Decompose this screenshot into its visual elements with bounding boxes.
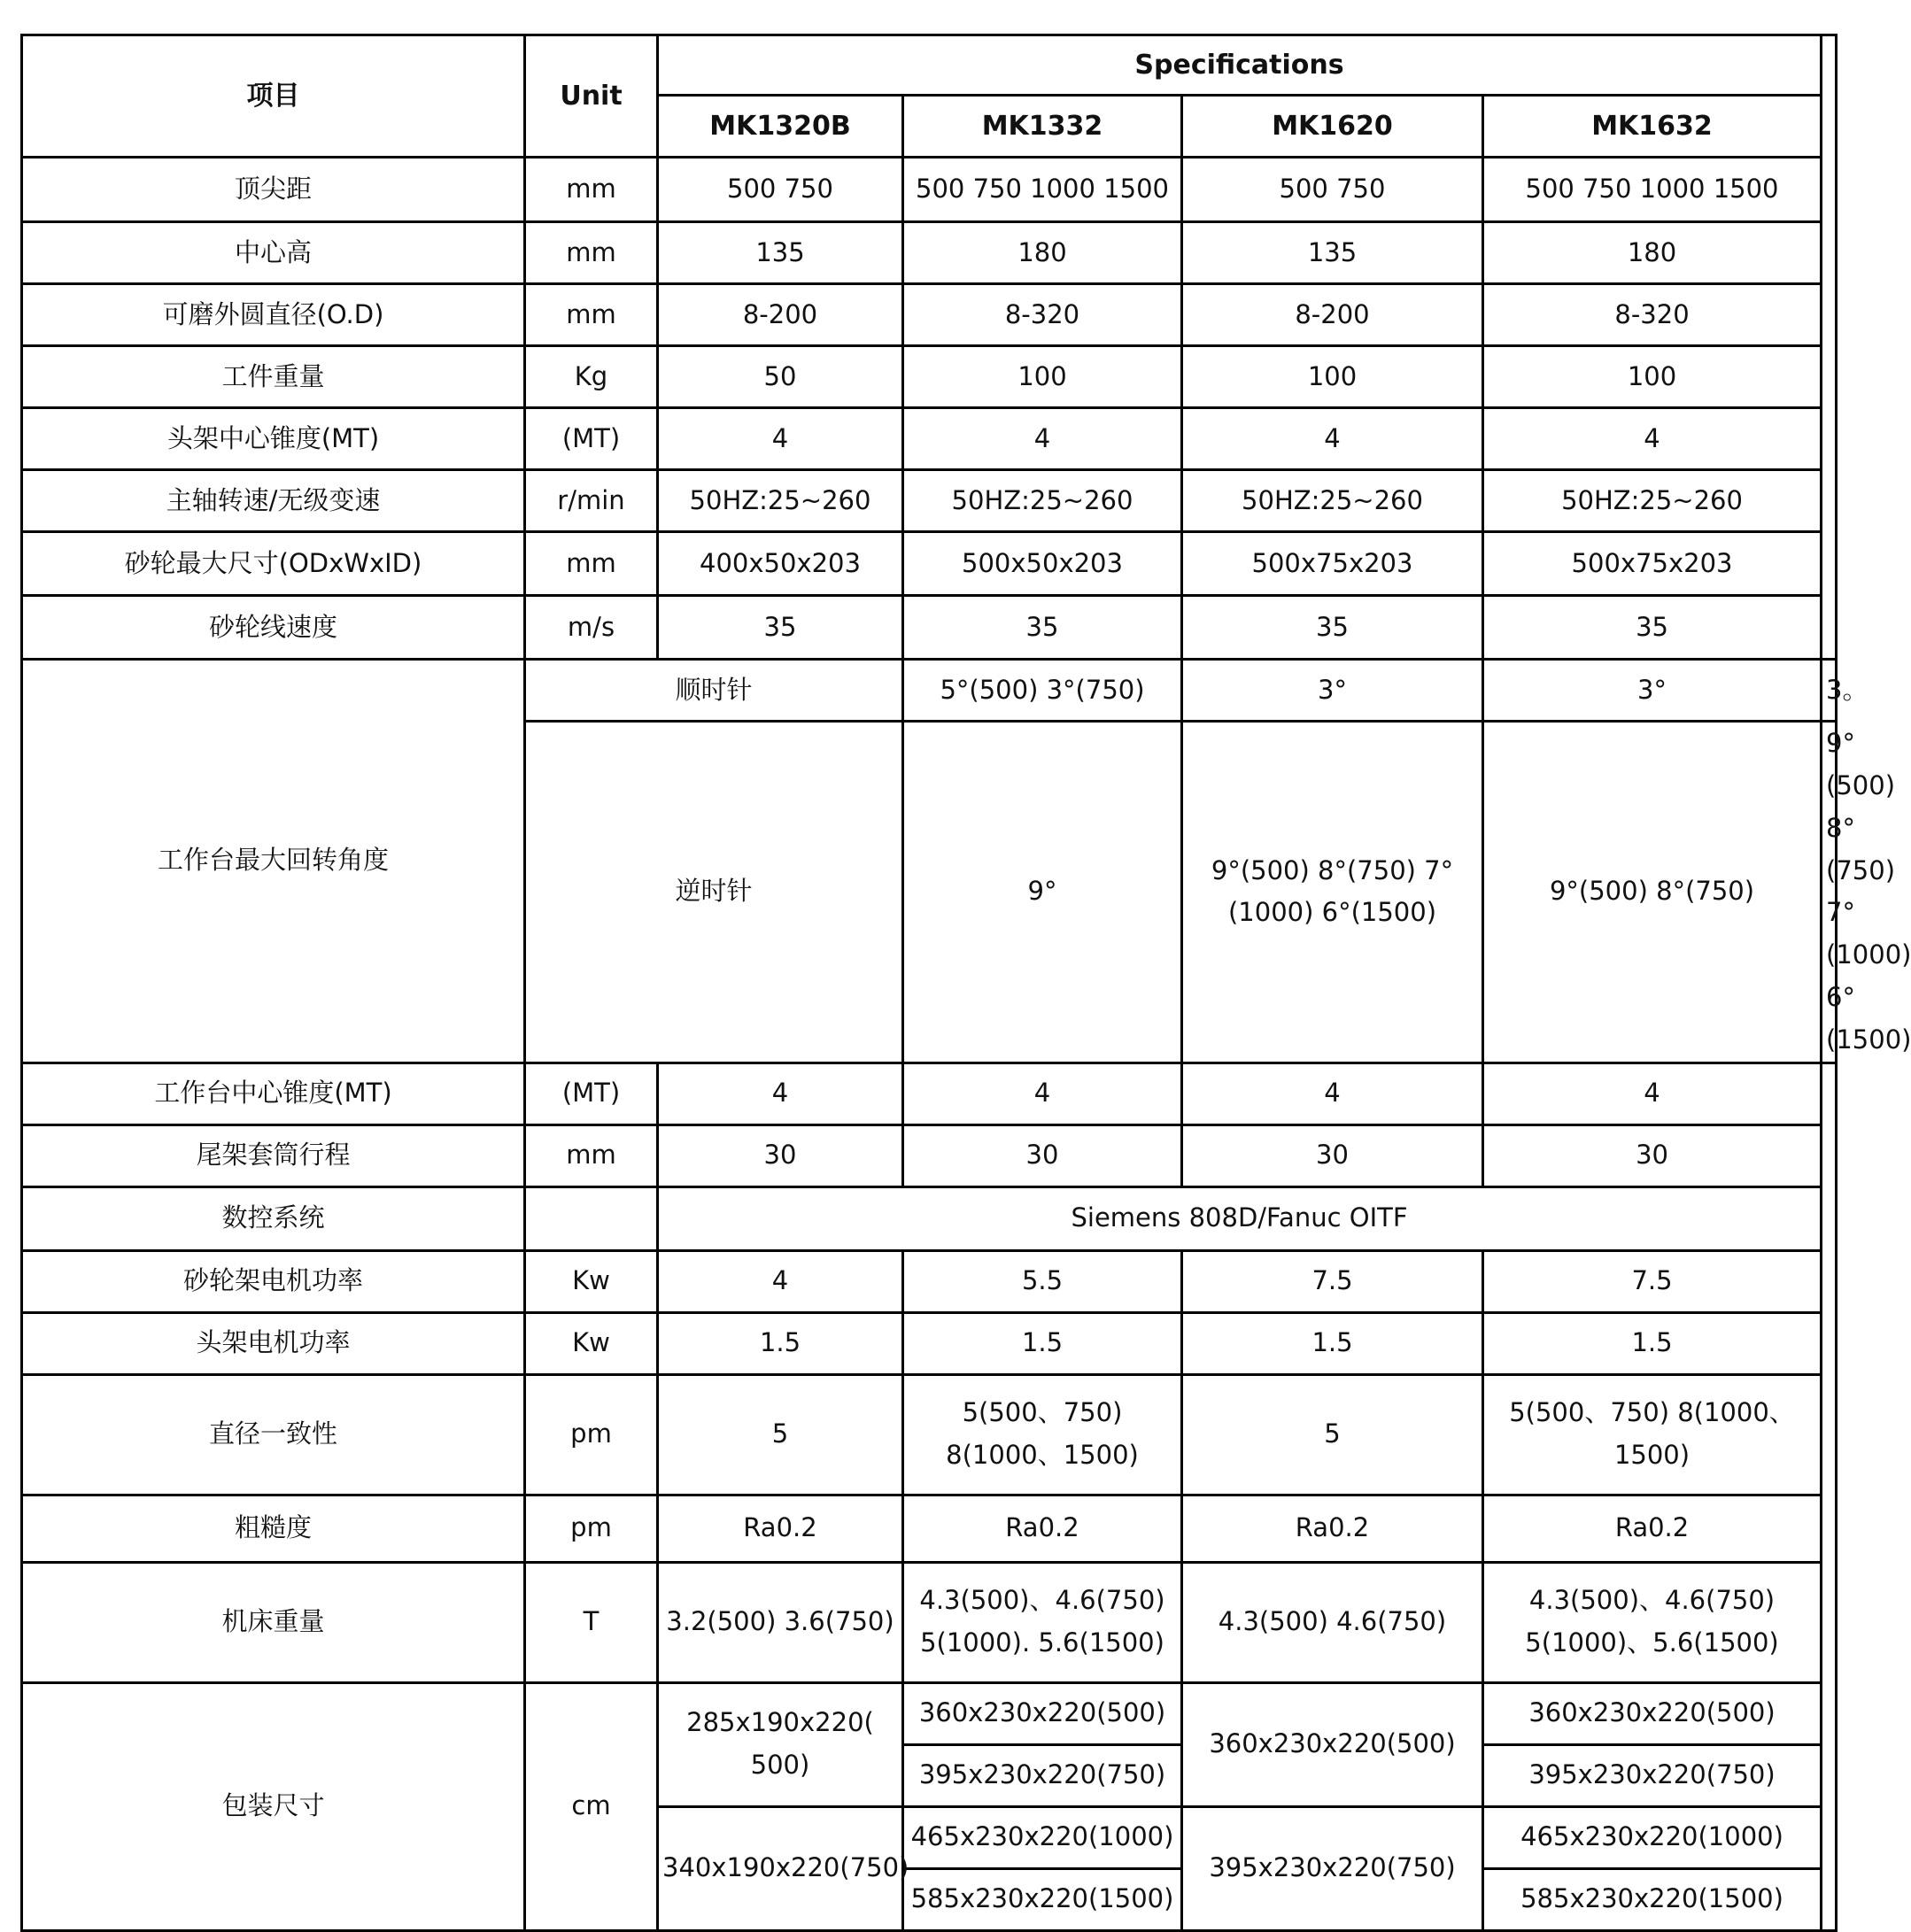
table-cell: 500 750 [658,158,903,222]
table-cell: 465x230x220(1000) [903,1806,1182,1868]
table-cell: 1.5 [658,1312,903,1374]
table-cell: 180 [903,222,1182,284]
row-unit: r/min [525,470,658,532]
sub-row-label: 逆时针 [525,722,903,1063]
table-cell: 585x230x220(1500) [903,1868,1182,1930]
item-header: 项目 [22,35,525,158]
row-label: 顶尖距 [22,158,525,222]
row-unit: Kg [525,346,658,408]
table-cell: 4 [658,1063,903,1124]
row-label: 直径一致性 [22,1374,525,1495]
row-unit: (MT) [525,1063,658,1124]
table-cell: 360x230x220(500) [1182,1682,1483,1806]
table-cell: 4 [1182,1063,1483,1124]
table-cell: 500 750 1000 1500 [1483,158,1822,222]
table-cell: 5 [658,1374,903,1495]
table-cell: 100 [903,346,1182,408]
table-cell: Ra0.2 [658,1495,903,1562]
sub-row-label: 顺时针 [525,660,903,722]
table-row [22,596,1837,660]
table-cell: 135 [1182,222,1483,284]
spec-table [20,34,1911,1932]
table-row [22,408,1837,470]
table-cell: 465x230x220(1000) [1483,1806,1822,1868]
table-row [22,470,1837,532]
table-row [22,346,1837,408]
table-cell: 7.5 [1483,1250,1822,1312]
table-cell: 8-320 [903,284,1182,346]
row-label: 中心高 [22,222,525,284]
table-cell: 9°(500) 8°(750) [1483,722,1822,1063]
table-row [22,1495,1837,1562]
table-cell: 500 750 1000 1500 [903,158,1182,222]
table-cell: 9°(500) 8°(750) 7°(1000) 6°(1500) [1182,722,1483,1063]
table-cell: 4.3(500)、4.6(750) 5(1000). 5.6(1500) [903,1562,1182,1682]
row-unit: Kw [525,1312,658,1374]
row-label: 粗糙度 [22,1495,525,1562]
table-cell: 4 [658,1250,903,1312]
table-cell: 50HZ:25~260 [1182,470,1483,532]
table-cell: 8-200 [1182,284,1483,346]
table-row [22,1374,1837,1495]
model-header: MK1320B [658,96,903,158]
table-cell: 395x230x220(750) [1182,1806,1483,1930]
row-unit: pm [525,1495,658,1562]
table-cell: 30 [1182,1124,1483,1186]
row-label: 工作台最大回转角度 [22,660,525,1063]
table-cell: 135 [658,222,903,284]
row-label: 数控系统 [22,1186,525,1250]
row-unit: mm [525,1124,658,1186]
header-row [22,35,1837,96]
table-row [22,1063,1837,1124]
table-cell: 4.3(500) 4.6(750) [1182,1562,1483,1682]
table-row [22,1186,1837,1250]
table-cell: 9° [903,722,1182,1063]
table-row [22,1562,1837,1682]
table-cell: 4 [903,408,1182,470]
table-cell: 30 [658,1124,903,1186]
row-label: 头架电机功率 [22,1312,525,1374]
table-cell: 8-200 [658,284,903,346]
table-cell: 30 [1483,1124,1822,1186]
table-cell: 35 [903,596,1182,660]
table-row [22,1124,1837,1186]
row-unit: mm [525,284,658,346]
table-cell: 5°(500) 3°(750) [903,660,1182,722]
table-cell: 180 [1483,222,1822,284]
table-cell: 30 [903,1124,1182,1186]
row-unit: m/s [525,596,658,660]
table-cell: 4 [1182,408,1483,470]
model-header: MK1620 [1182,96,1483,158]
model-header: MK1332 [903,96,1182,158]
table-row [22,1250,1837,1312]
row-unit: Kw [525,1250,658,1312]
table-row [22,222,1837,284]
table-cell: 50HZ:25~260 [903,470,1182,532]
table-row [22,660,1837,722]
table-row [22,284,1837,346]
table-cell: 500 750 [1182,158,1483,222]
table-cell: Ra0.2 [903,1495,1182,1562]
unit-header: Unit [525,35,658,158]
table-cell: 1.5 [1182,1312,1483,1374]
table-cell: 1.5 [1483,1312,1822,1374]
table-cell: 35 [1182,596,1483,660]
table-cell: 360x230x220(500) [1483,1682,1822,1744]
table-row [22,532,1837,596]
table-cell: 100 [1483,346,1822,408]
table-cell: 400x50x203 [658,532,903,596]
table-cell: 340x190x220(750) [658,1806,903,1930]
table-cell: 395x230x220(750) [1483,1744,1822,1806]
table-cell: 5(500、750) 8(1000、1500) [1483,1374,1822,1495]
table-cell: Ra0.2 [1182,1495,1483,1562]
table-cell: 3。 [1822,660,1837,722]
table-cell: 4 [1483,408,1822,470]
table-cell: 100 [1182,346,1483,408]
row-unit: mm [525,222,658,284]
row-unit: mm [525,532,658,596]
table-row [22,1312,1837,1374]
table-cell: 500x75x203 [1182,532,1483,596]
table-cell: 9°(500) 8°(750) 7°(1000) 6°(1500) [1822,722,1837,1063]
row-unit: T [525,1562,658,1682]
table-row [22,1682,1837,1744]
table-cell: 7.5 [1182,1250,1483,1312]
row-label: 主轴转速/无级变速 [22,470,525,532]
row-label: 砂轮架电机功率 [22,1250,525,1312]
row-unit [525,1186,658,1250]
table-cell: 5 [1182,1374,1483,1495]
specifications-header: Specifications [658,35,1822,96]
table-cell: 395x230x220(750) [903,1744,1182,1806]
table-cell: 4 [658,408,903,470]
table-cell: 500x75x203 [1483,532,1822,596]
table-cell: 285x190x220( 500) [658,1682,903,1806]
table-cell: 50 [658,346,903,408]
table-cell: 4.3(500)、4.6(750) 5(1000)、5.6(1500) [1483,1562,1822,1682]
table-cell: 4 [903,1063,1182,1124]
table-cell: 35 [1483,596,1822,660]
table-cell: 5(500、750) 8(1000、1500) [903,1374,1182,1495]
table-cell: 8-320 [1483,284,1822,346]
model-header: MK1632 [1483,96,1822,158]
table-cell: 35 [658,596,903,660]
table-cell: Siemens 808D/Fanuc OITF [658,1186,1822,1250]
row-label: 工件重量 [22,346,525,408]
table-cell: 500x50x203 [903,532,1182,596]
row-label: 可磨外圆直径(O.D) [22,284,525,346]
row-unit: mm [525,158,658,222]
table-cell: 585x230x220(1500) [1483,1868,1822,1930]
row-label: 工作台中心锥度(MT) [22,1063,525,1124]
table-cell: 3.2(500) 3.6(750) [658,1562,903,1682]
table-cell: 50HZ:25~260 [658,470,903,532]
row-label: 砂轮线速度 [22,596,525,660]
table-row [22,158,1837,222]
row-label: 尾架套筒行程 [22,1124,525,1186]
row-unit: cm [525,1682,658,1930]
table-cell: 50HZ:25~260 [1483,470,1822,532]
row-label: 包装尺寸 [22,1682,525,1930]
row-label: 砂轮最大尺寸(ODxWxID) [22,532,525,596]
table-cell: 1.5 [903,1312,1182,1374]
table-cell: 3° [1483,660,1822,722]
table-cell: 4 [1483,1063,1822,1124]
row-unit: pm [525,1374,658,1495]
row-label: 机床重量 [22,1562,525,1682]
table-cell: 3° [1182,660,1483,722]
row-unit: (MT) [525,408,658,470]
table-cell: 360x230x220(500) [903,1682,1182,1744]
table-cell: Ra0.2 [1483,1495,1822,1562]
table-cell: 5.5 [903,1250,1182,1312]
row-label: 头架中心锥度(MT) [22,408,525,470]
